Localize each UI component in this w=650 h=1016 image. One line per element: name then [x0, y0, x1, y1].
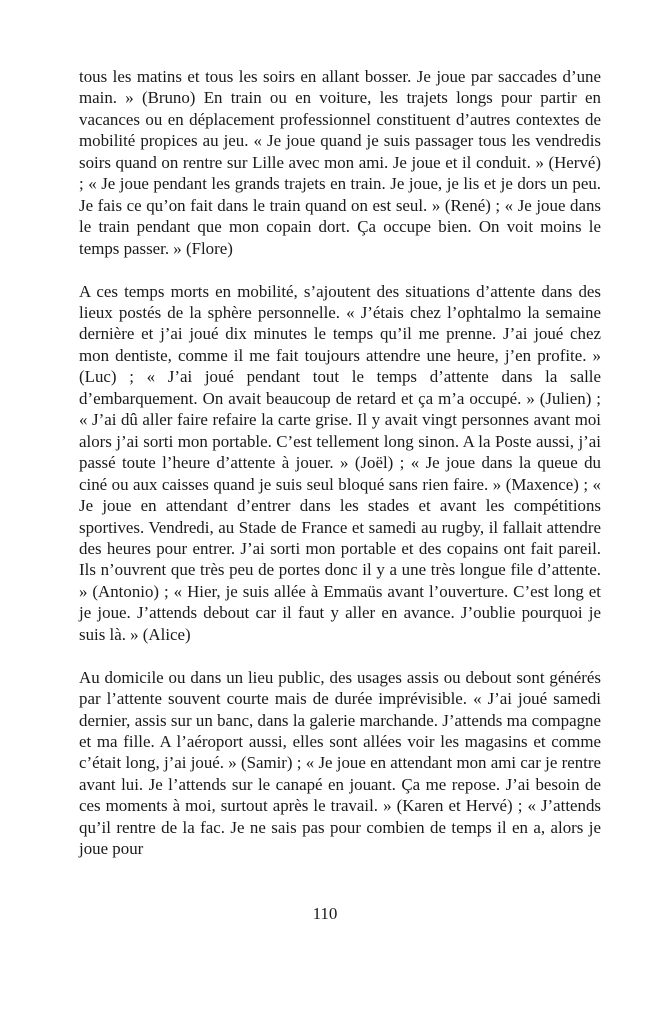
page-number: 110	[312, 904, 338, 923]
paragraph-2: A ces temps morts en mobilité, s’ajoutent des situations d’attente dans des lieux postés de la sphère personnelle. « J’étais chez l’ophtalmo la semaine dernière et j’ai joué dix minutes le temps qu’il me prenne. J’ai joué chez mon dentiste, comme il me fait toujours attendre une heure, j’en profite. » (Luc) ; « J’ai joué pendant tout le temps d’attente dans la salle d’embarquement. On avait beaucoup de retard et ça m’a occupé. » (Julien) ; « J’ai dû aller faire refaire la carte grise. Il y avait vingt personnes avant moi alors j’ai sorti mon portable. C’est tellement long sinon. A la Poste aussi, j’ai passé toute l’heure d’attente à jouer. » (Joël) ; « Je joue dans la queue du ciné ou aux caisses quand je suis seul bloqué sans rien faire. » (Maxence) ; « Je joue en attendant d’entrer dans les stades et avant les compétitions sportives. Vendredi, au Stade de France et samedi au rugby, il fallait attendre des heures pour entrer. J’ai sorti mon portable et des copains ont fait pareil. Ils n’ouvrent que très peu de portes donc il y a une très longue file d’attente. » (Antonio) ; « Hier, je suis allée à Emmaüs avant l’ouverture. C’est long et je joue. J’attends debout car il faut y aller en avance. J’oublie pourquoi je suis là. » (Alice)	[79, 281, 601, 644]
paragraph-1: tous les matins et tous les soirs en allant bosser. Je joue par saccades d’une main. » (Bruno) En train ou en voiture, les trajets longs pour partir en vacances ou en déplacement professionnel constituent d’autres contextes de mobilité propices au jeu. « Je joue quand je suis passager tous les vendredis soirs quand on rentre sur Lille avec mon ami. Je joue et il conduit. » (Hervé) ; « Je joue pendant les grands trajets en train. Je joue, je lis et je dors un peu. Je fais ce qu’on fait dans le train quand on est seul. » (René) ; « Je joue dans le train pendant que mon copain dort. Ça occupe bien. On voit moins le temps passer. » (Flore)	[79, 67, 601, 258]
paragraph-3: Au domicile ou dans un lieu public, des usages assis ou debout sont générés par l’attente souvent courte mais de durée imprévisible. « J’ai joué samedi dernier, assis sur un banc, dans la galerie marchande. J’attends ma compagne et ma fille. A l’aéroport aussi, elles sont allées voir les magasins et comme c’était long, j’ai joué. » (Samir) ; « Je joue en attendant mon ami car je rentre avant lui. Je l’attends sur le canapé en jouant. Ça me repose. J’ai besoin de ces moments à moi, surtout après le travail. » (Karen et Hervé) ; « J’attends qu’il rentre de la fac. Je ne sais pas pour combien de temps il en a, alors je joue pour	[79, 667, 601, 859]
page-body	[79, 66, 601, 860]
